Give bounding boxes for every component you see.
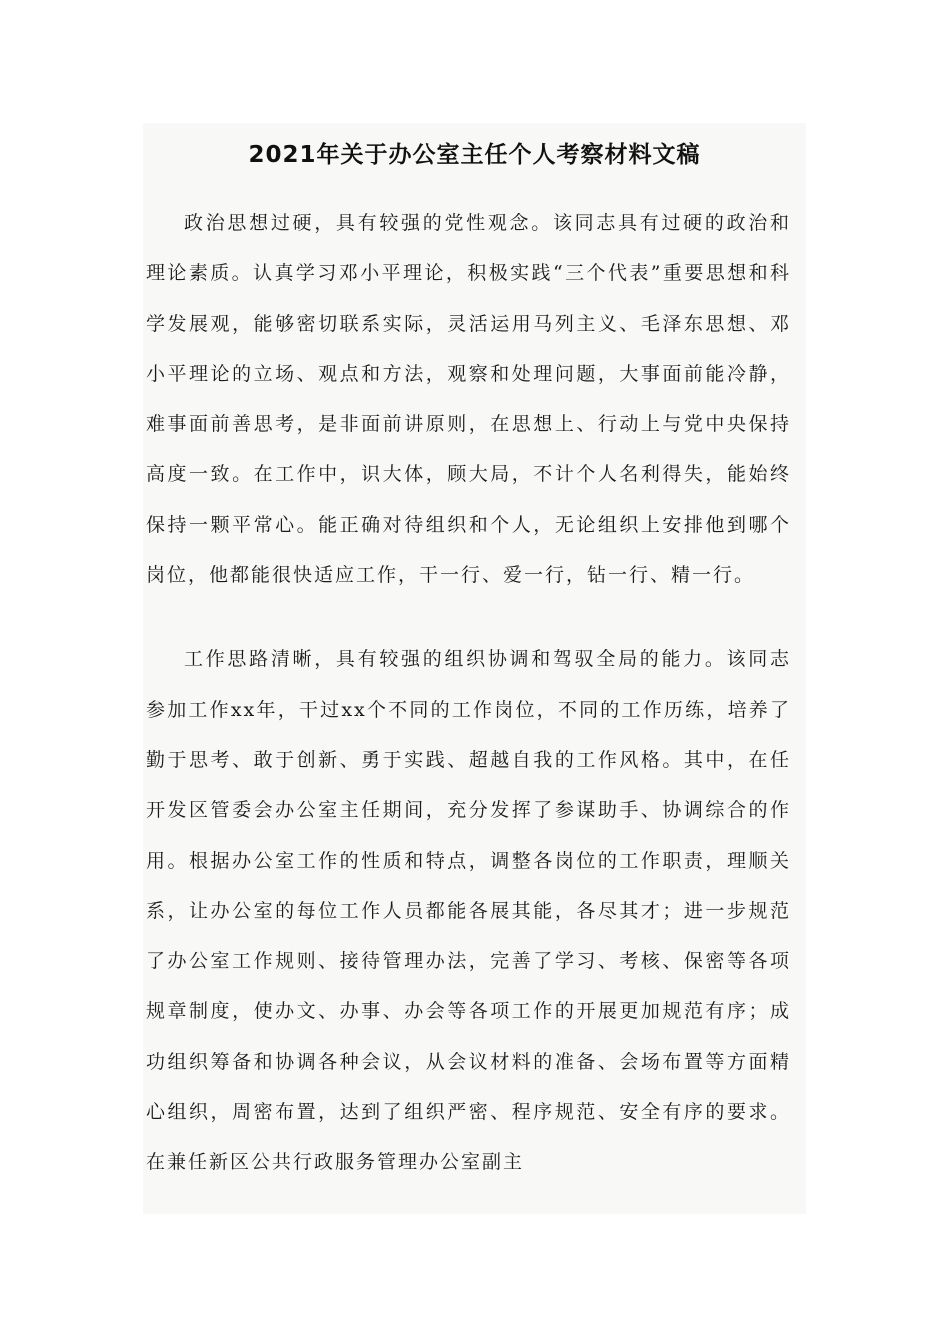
paragraph-work-ability: 工作思路清晰，具有较强的组织协调和驾驭全局的能力。该同志参加工作xx年，干过xx个不同的工作岗位，不同的工作历练，培养了勤于思考、敢于创新、勇于实践、超越自我的工作风格。其中，在任开发区管委会办公室主任期间，充分发挥了参谋助手、协调综合的作用。根据办公室工作的性质和特点，调整各岗位的工作职责，理顺关系，让办公室的每位工作人员都能各展其能，各尽其才；进一步规范了办公室工作规则、接待管理办法，完善了学习、考核、保密等各项规章制度，使办文、办事、办会等各项工作的开展更加规范有序；成功组织筹备和协调各种会议，从会议材料的准备、会场布置等方面精心组织，周密布置，达到了组织严密、程序规范、安全有序的要求。在兼任新区公共行政服务管理办公室副主 bbox=[146, 648, 791, 1174]
document-page bbox=[143, 123, 806, 1214]
document-body bbox=[143, 198, 806, 1188]
paragraph-political-quality: 政治思想过硬，具有较强的党性观念。该同志具有过硬的政治和理论素质。认真学习邓小平理论，积极实践“三个代表”重要思想和科学发展观，能够密切联系实际，灵活运用马列主义、毛泽东思想、邓小平理论的立场、观点和方法，观察和处理问题，大事面前能冷静，难事面前善思考，是非面前讲原则，在思想上、行动上与党中央保持高度一致。在工作中，识大体，顾大局，不计个人名利得失，能始终保持一颗平常心。能正确对待组织和个人，无论组织上安排他到哪个岗位，他都能很快适应工作，干一行、爱一行，钻一行、精一行。 bbox=[146, 212, 791, 587]
document-title: 2021年关于办公室主任个人考察材料文稿 bbox=[248, 142, 701, 168]
